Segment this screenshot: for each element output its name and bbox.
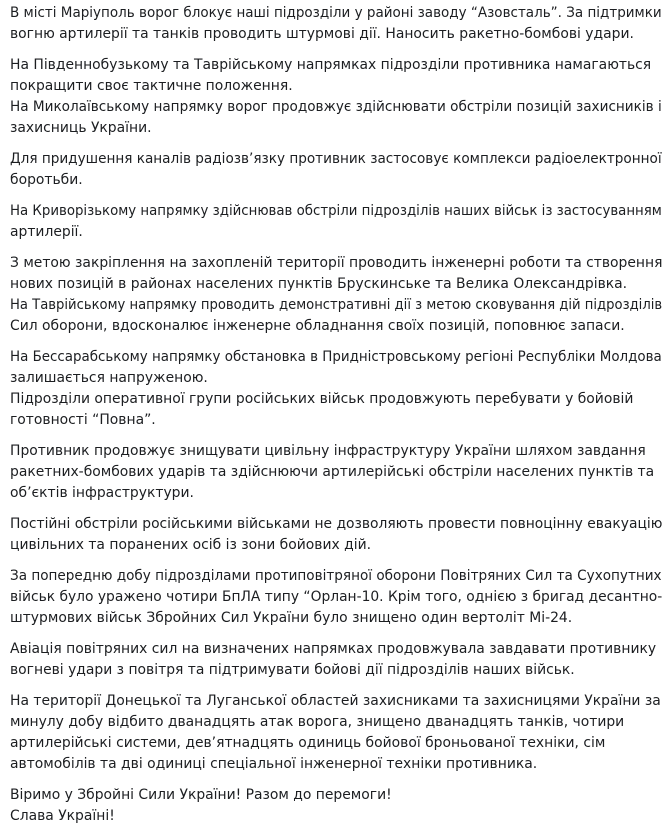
- text-line: На Криворізькому напрямку здійснював обстріли підрозділів наших військ із застосуванням: [10, 203, 662, 219]
- text-line: вогню артилерії та танків проводить штурмові дії. Наносить ракетно-бомбові удари.: [10, 26, 634, 42]
- text-line: об’єктів інфраструктури.: [10, 485, 194, 501]
- text-line: боротьби.: [10, 172, 83, 188]
- text-line: В місті Маріуполь ворог блокує наші підрозділи у районі заводу “Азовсталь”. За підтримки: [10, 5, 662, 21]
- paragraph-engineering-works: [10, 253, 662, 337]
- text-line: захисниць України.: [10, 120, 152, 136]
- text-line: З метою закріплення на захопленій території проводить інженерні роботи та створення: [10, 255, 663, 271]
- text-line: готовності “Повна”.: [10, 412, 156, 428]
- text-line: На Миколаївському напрямку ворог продовжує здійснювати обстріли позицій захисників і: [10, 99, 662, 115]
- text-line: На Бессарабському напрямку обстановка в Придністровському регіоні Республіки Молдова: [10, 349, 662, 365]
- text-line: На Таврійському напрямку проводить демонстративні дії з метою сковування дій підрозділів: [10, 297, 663, 313]
- paragraph-aviation: [10, 639, 662, 681]
- paragraph-donetsk-luhansk: [10, 691, 662, 775]
- paragraph-air-defense: [10, 566, 662, 629]
- text-line: цивільних та поранених осіб із зони бойових дій.: [10, 537, 372, 553]
- text-line: Постійні обстріли російськими військами не дозволяють провести повноцінну евакуацію: [10, 516, 663, 532]
- text-line: залишається напруженою.: [10, 370, 208, 386]
- paragraph-south-directions: [10, 55, 662, 139]
- text-line: Для придушення каналів радіозв’язку противник застосовує комплекси радіоелектронної: [10, 151, 662, 167]
- paragraph-electronic-warfare: [10, 149, 662, 191]
- post-text: [10, 3, 662, 827]
- paragraph-kryvyi-rih: [10, 201, 662, 243]
- text-line: минулу добу відбито дванадцять атак ворога, знищено дванадцять танків, чотири: [10, 714, 625, 730]
- text-line: Противник продовжує знищувати цивільну інфраструктуру України шляхом завдання: [10, 443, 646, 459]
- paragraph-evacuation: [10, 514, 662, 556]
- text-line: штурмових військ Збройних Сил України було знищено один вертоліт Мі-24.: [10, 610, 573, 626]
- text-line: На території Донецької та Луганської областей захисниками та захисницями України за: [10, 693, 661, 709]
- text-line: військ було уражено чотири БпЛА типу “Орлан-10. Крім того, однією з бригад десантно-: [10, 589, 663, 605]
- paragraph-mariupol: [10, 3, 662, 45]
- text-line: ракетних-бомбових ударів та здійснюючи артилерійські обстріли населених пунктів та: [10, 464, 655, 480]
- text-line: Сил оборони, вдосконалює інженерне обладнання своїх позицій, поповнює запаси.: [10, 318, 625, 334]
- text-line: покращити своє тактичне положення.: [10, 78, 293, 94]
- text-line: За попередню добу підрозділами протиповітряної оборони Повітряних Сил та Сухопутних: [10, 568, 662, 584]
- text-line: нових позицій в районах населених пунктів Брускинське та Велика Олександрівка.: [10, 276, 628, 292]
- text-line: Підрозділи оперативної групи російських військ продовжують перебувати у бойовій: [10, 391, 634, 407]
- paragraph-closing: [10, 785, 662, 827]
- text-line: автомобілів та дві одиниці спеціальної інженерної техніки противника.: [10, 756, 538, 772]
- text-line: вогневі удари з повітря та підтримувати бойові дії підрозділів наших військ.: [10, 662, 575, 678]
- paragraph-infrastructure: [10, 441, 662, 504]
- text-line: На Південнобузькому та Таврійському напрямках підрозділи противника намагаються: [10, 57, 652, 73]
- text-line: Слава Україні!: [10, 808, 115, 824]
- paragraph-bessarabia: [10, 347, 662, 431]
- text-line: Авіація повітряних сил на визначених напрямках продовжувала завдавати противнику: [10, 641, 657, 657]
- text-line: Віримо у Збройні Сили України! Разом до перемоги!: [10, 787, 392, 803]
- text-line: артилерії.: [10, 224, 83, 240]
- text-line: артилерійські системи, дев’ятнадцять одиниць бойової броньованої техніки, сім: [10, 735, 606, 751]
